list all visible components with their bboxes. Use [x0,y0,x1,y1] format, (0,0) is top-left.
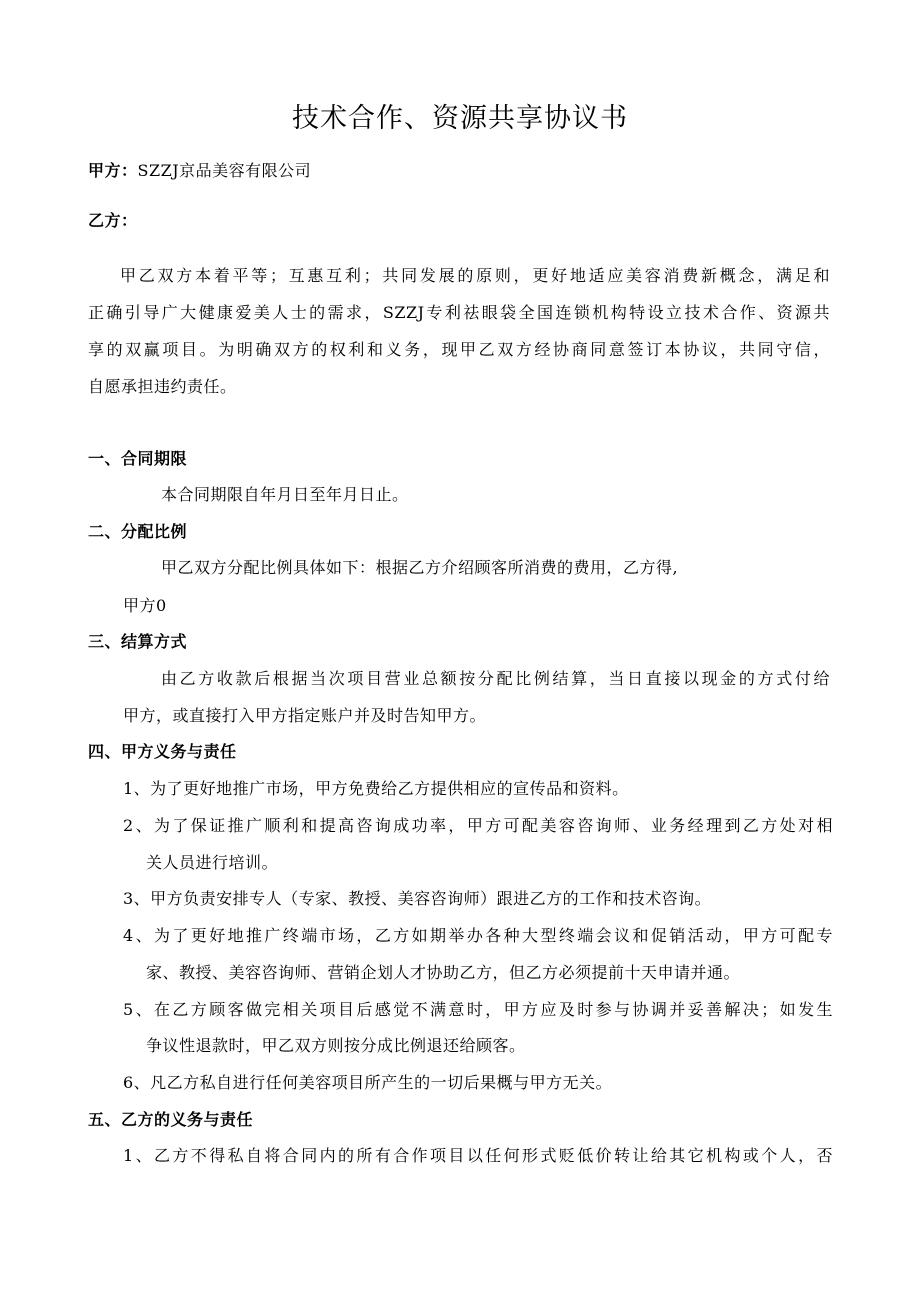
list-item-continuation: 争议性退款时，甲乙双方则按分成比例退还给顾客。 [146,1036,526,1055]
list-item: 6、凡乙方私自进行任何美容项目所产生的一切后果概与甲方无关。 [123,1073,613,1092]
party-a-name: SZZJ京品美容有限公司 [137,161,312,180]
section-line: 甲乙双方分配比例具体如下：根据乙方介绍顾客所消费的费用，乙方得, [161,558,679,577]
intro-line: 正确引导广大健康爱美人士的需求，SZZJ专利祛眼袋全国连锁机构特设立技术合作、资源共 [88,303,830,322]
section-line: 甲方，或直接打入甲方指定账户并及时告知甲方。 [123,706,487,725]
intro-line: 自愿承担违约责任。 [88,377,237,396]
party-a-line [88,161,311,181]
section-heading: 五、乙方的义务与责任 [88,1110,254,1129]
section-heading: 一、合同期限 [88,449,188,468]
document-title: 技术合作、资源共享协议书 [292,103,628,134]
list-item-continuation: 家、教授、美容咨询师、营销企划人才协助乙方，但乙方必须提前十天申请并通。 [146,963,741,982]
section-line: 甲方0 [123,596,167,615]
party-a-label: 甲方： [88,161,138,180]
section-heading: 四、甲方义务与责任 [88,742,237,761]
intro-line: 享的双赢项目。为明确双方的权利和义务，现甲乙双方经协商同意签订本协议，共同守信， [88,340,830,359]
list-item: 5、在乙方顾客做完相关项目后感觉不满意时，甲方应及时参与协调并妥善解决；如发生 [123,1000,833,1019]
list-item: 1、为了更好地推广市场，甲方免费给乙方提供相应的宣传品和资料。 [123,779,629,798]
list-item: 1、乙方不得私自将合同内的所有合作项目以任何形式贬低价转让给其它机构或个人，否 [123,1146,833,1165]
party-b-line [88,211,138,231]
intro-line: 甲乙双方本着平等；互惠互利；共同发展的原则，更好地适应美容消费新概念，满足和 [120,266,830,285]
section-line: 由乙方收款后根据当次项目营业总额按分配比例结算，当日直接以现金的方式付给 [161,669,830,688]
list-item: 4、为了更好地推广终端市场，乙方如期举办各种大型终端会议和促销活动，甲方可配专 [123,926,833,945]
list-item: 3、甲方负责安排专人（专家、教授、美容咨询师）跟进乙方的工作和技术咨询。 [123,889,712,908]
section-line: 本合同期限自年月日至年月日止。 [161,485,409,504]
section-heading: 二、分配比例 [88,522,188,541]
section-heading: 三、结算方式 [88,632,188,651]
list-item: 2、为了保证推广顺利和提高咨询成功率，甲方可配美容咨询师、业务经理到乙方处对相 [123,816,833,835]
party-b-label: 乙方： [88,211,138,230]
list-item-continuation: 关人员进行培训。 [146,853,279,872]
